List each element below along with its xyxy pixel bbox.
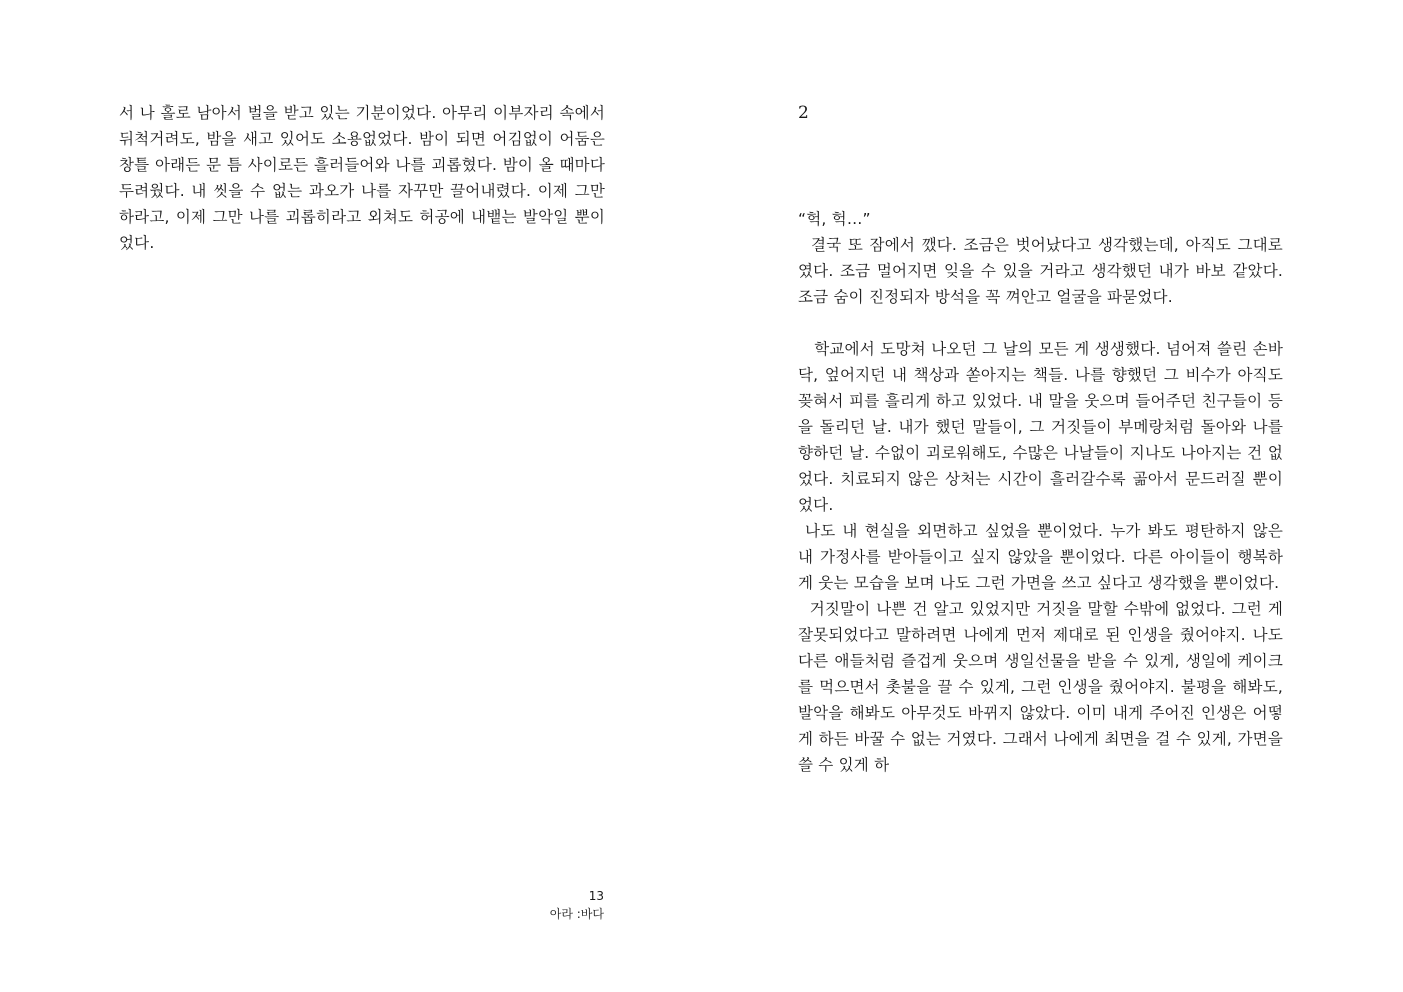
left-page [0,0,701,992]
left-page-body [119,100,611,256]
paragraph: 결국 또 잠에서 깼다. 조금은 벗어났다고 생각했는데, 아직도 그대로였다. 조금 멀어지면 잊을 수 있을 거라고 생각했던 내가 바보 같았다. 조금 숨이 진정되자 방석을 꼭 껴안고 얼굴을 파묻었다. [798,236,1289,306]
right-page-body [798,206,1289,778]
paragraph: 거짓말이 나쁜 건 알고 있었지만 거짓을 말할 수밖에 없었다. 그런 게 잘못되었다고 말하려면 나에게 먼저 제대로 된 인생을 줬어야지. 나도 다른 애들처럼 즐겁게 웃으며 생일선물을 받을 수 있게, 생일에 케이크를 먹으면서 촛불을 끌 수 있게, 그런 인생을 줬어야지. 불평을 해봐도, 발악을 해봐도 아무것도 바뀌지 않았다. 이미 내게 주어진 인생은 어떻게 하든 바꿀 수 없는 거였다. 그래서 나에게 최면을 걸 수 있게, 가면을 쓸 수 있게 하 [798,600,1289,774]
paragraph: 나도 내 현실을 외면하고 싶었을 뿐이었다. 누가 봐도 평탄하지 않은 내 가정사를 받아들이고 싶지 않았을 뿐이었다. 다른 아이들이 행복하게 웃는 모습을 보며 나도 그런 가면을 쓰고 싶다고 생각했을 뿐이었다. [798,522,1289,592]
right-page [701,0,1403,992]
page-number: 13 [588,889,604,903]
paragraph: 서 나 홀로 남아서 벌을 받고 있는 기분이었다. 아무리 이부자리 속에서 뒤척거려도, 밤을 새고 있어도 소용없었다. 밤이 되면 어김없이 어둠은 창틀 아래든 문 틈 사이로든 흘러들어와 나를 괴롭혔다. 밤이 올 때마다 두려웠다. 내 씻을 수 없는 과오가 나를 자꾸만 끌어내렸다. 이제 그만하라고, 이제 그만 나를 괴롭히라고 외쳐도 허공에 내뱉는 발악일 뿐이었다. [119,104,611,252]
paragraph: “헉, 헉…” [798,210,871,228]
blank-line [798,310,1283,336]
paragraph: 학교에서 도망쳐 나오던 그 날의 모든 게 생생했다. 넘어져 쓸린 손바닥, 엎어지던 내 책상과 쏟아지는 책들. 나를 향했던 그 비수가 아직도 꽂혀서 피를 흘리게 하고 있었다. 내 말을 웃으며 들어주던 친구들이 등을 돌리던 날. 내가 했던 말들이, 그 거짓들이 부메랑처럼 돌아와 나를 향하던 날. 수없이 괴로워해도, 수많은 나날들이 지나도 나아지는 건 없었다. 치료되지 않은 상처는 시간이 흘러갈수록 곪아서 문드러질 뿐이었다. [798,340,1289,514]
book-title-footer: 아라 :바다 [549,907,604,921]
chapter-number: 2 [798,103,809,123]
